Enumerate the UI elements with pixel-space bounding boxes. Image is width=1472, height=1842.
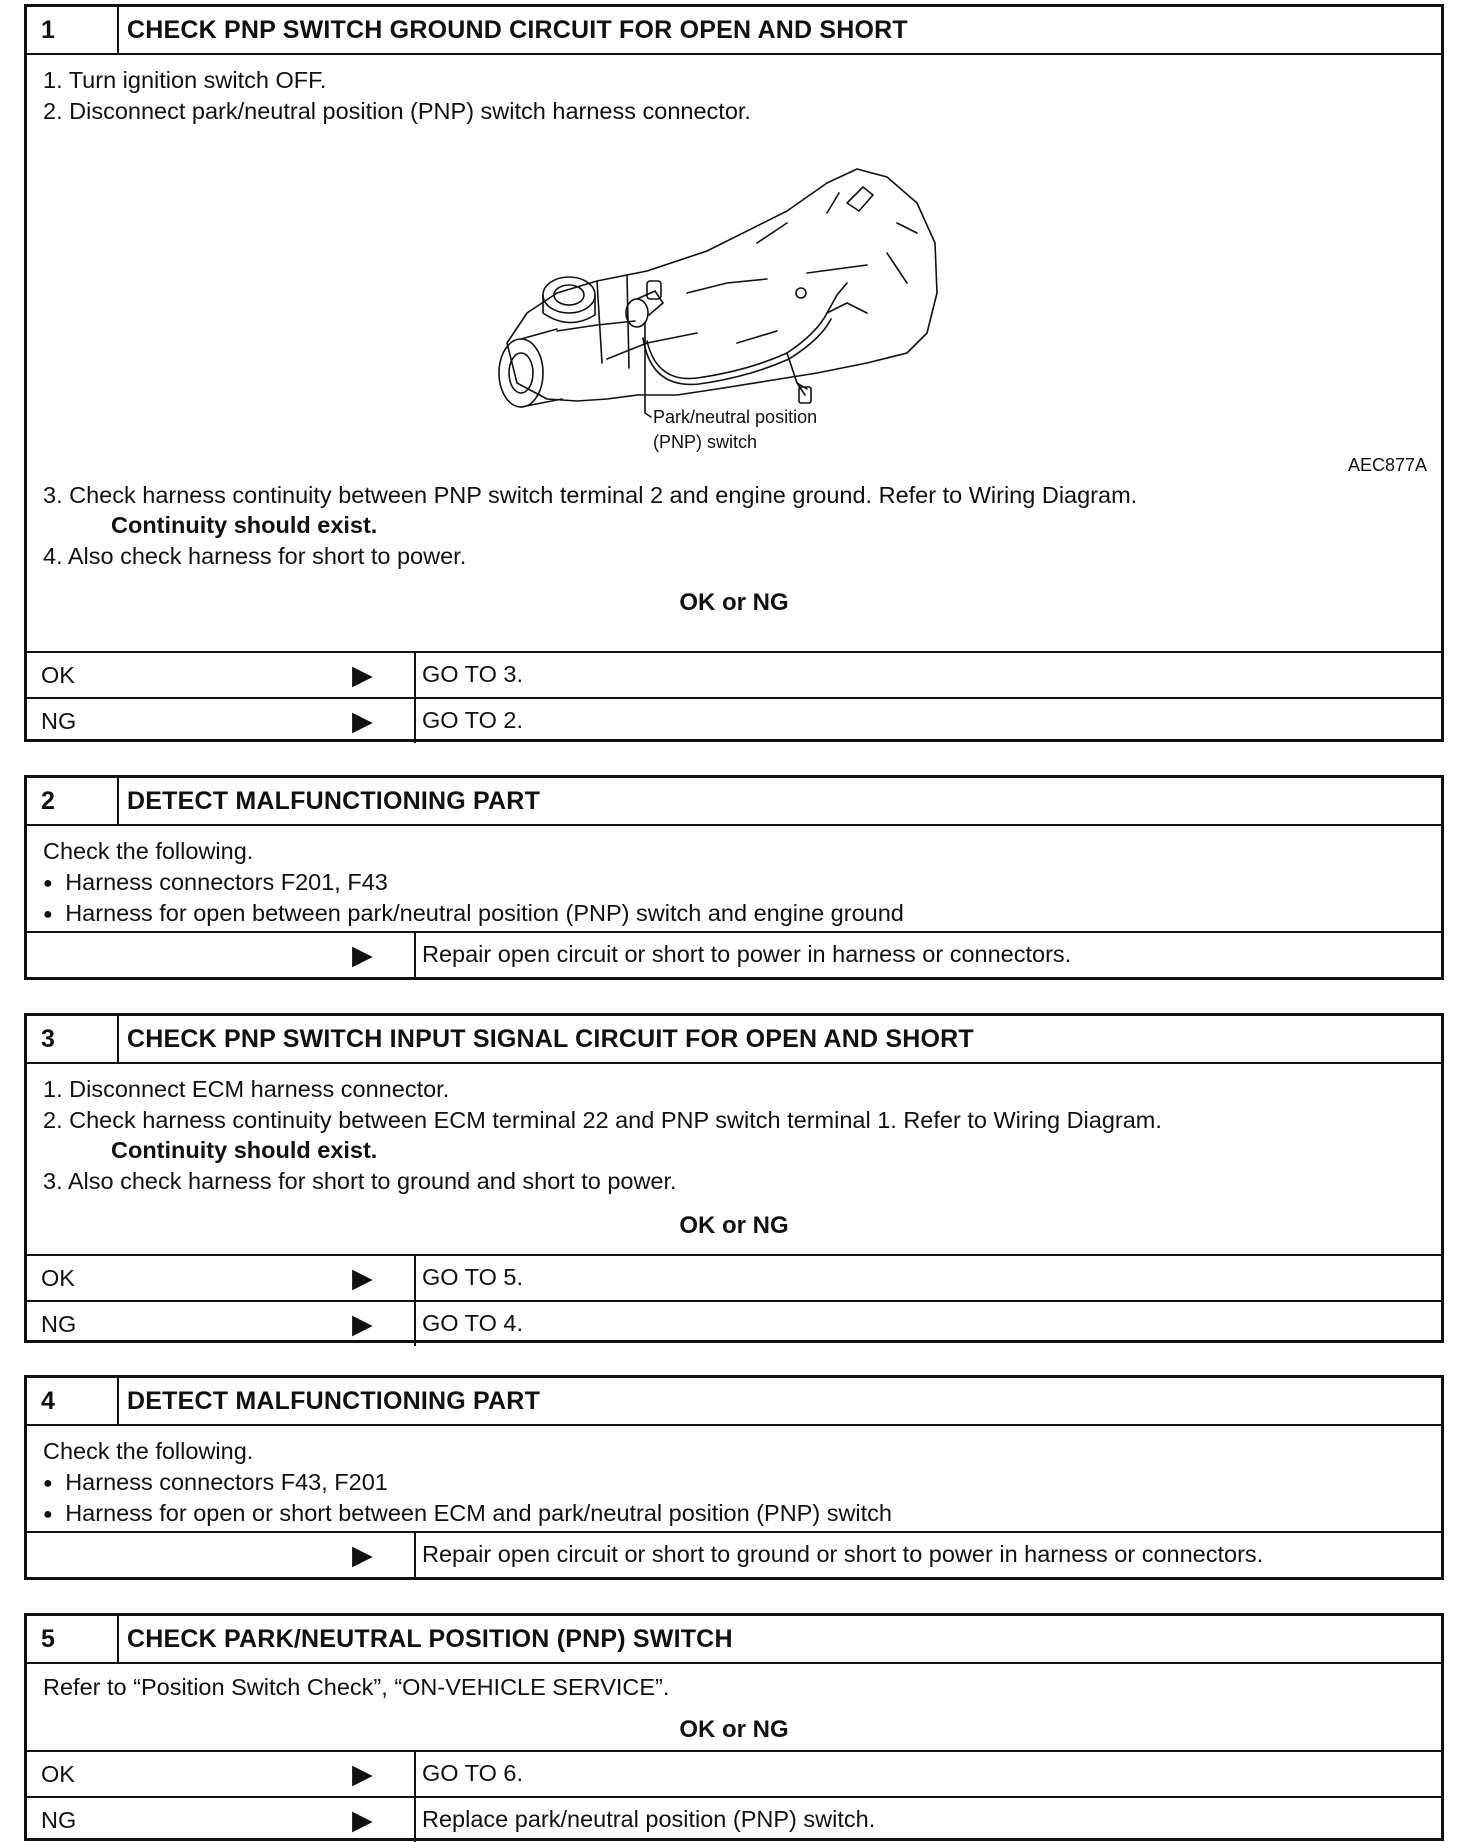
step-number: 1 <box>27 7 119 53</box>
result-row <box>27 1254 1441 1300</box>
step-body <box>27 1426 1441 1531</box>
bullet-icon: ● <box>43 1506 53 1523</box>
step-body <box>27 1664 1441 1750</box>
result-action: Replace park/neutral position (PNP) switch. <box>414 1798 875 1842</box>
result-label: NG <box>41 1311 77 1337</box>
result-label: OK <box>41 1761 75 1787</box>
result-action: Repair open circuit or short to power in harness or connectors. <box>414 933 1071 977</box>
result-row <box>27 1300 1441 1346</box>
step-header <box>27 1016 1441 1064</box>
figure-callout-line-1: Park/neutral position <box>653 407 818 427</box>
arrow-right-icon: ▶ <box>352 706 373 736</box>
result-label: OK <box>41 662 75 688</box>
result-row <box>27 1531 1441 1577</box>
instruction-line: Check the following. <box>43 1438 254 1464</box>
step-title: DETECT MALFUNCTIONING PART <box>127 1387 541 1415</box>
result-action: GO TO 2. <box>414 699 523 743</box>
arrow-right-icon: ▶ <box>352 940 373 970</box>
result-row <box>27 697 1441 743</box>
arrow-right-icon: ▶ <box>352 1805 373 1835</box>
step-1-block <box>24 4 1444 742</box>
result-row <box>27 1750 1441 1796</box>
step-4-block <box>24 1375 1444 1580</box>
result-action: GO TO 5. <box>414 1256 523 1300</box>
step-header <box>27 1378 1441 1426</box>
spec-line: Continuity should exist. <box>111 512 378 538</box>
arrow-right-icon: ▶ <box>352 1263 373 1293</box>
step-title: DETECT MALFUNCTIONING PART <box>127 787 541 815</box>
bullet-text: Harness for open or short between ECM and park/neutral position (PNP) switch <box>65 1500 893 1526</box>
step-header <box>27 7 1441 55</box>
result-action: GO TO 3. <box>414 653 523 697</box>
step-number: 5 <box>27 1616 119 1662</box>
result-action: GO TO 6. <box>414 1752 523 1796</box>
step-body <box>27 826 1441 931</box>
instruction-line: 1. Disconnect ECM harness connector. <box>43 1076 450 1102</box>
instruction-line: 1. Turn ignition switch OFF. <box>43 67 327 93</box>
result-row <box>27 931 1441 977</box>
step-3-block <box>24 1013 1444 1343</box>
step-body <box>27 1064 1441 1254</box>
instruction-line: 2. Check harness continuity between ECM terminal 22 and PNP switch terminal 1. Refer to Wiring Diagram. <box>43 1107 1162 1133</box>
ok-or-ng-label: OK or NG <box>679 1716 789 1743</box>
bullet-text: Harness for open between park/neutral position (PNP) switch and engine ground <box>65 900 904 926</box>
instruction-line: 3. Also check harness for short to ground and short to power. <box>43 1168 677 1194</box>
bullet-item <box>43 900 904 927</box>
step-header <box>27 778 1441 826</box>
step-body <box>27 55 1441 651</box>
bullet-icon: ● <box>43 875 53 892</box>
bullet-text: Harness connectors F201, F43 <box>65 869 388 895</box>
result-label: OK <box>41 1265 75 1291</box>
bullet-item <box>43 869 388 896</box>
arrow-right-icon: ▶ <box>352 1540 373 1570</box>
spec-line: Continuity should exist. <box>111 1137 378 1163</box>
step-number: 2 <box>27 778 119 824</box>
instruction-line: Refer to “Position Switch Check”, “ON-VEHICLE SERVICE”. <box>43 1674 670 1700</box>
step-number: 4 <box>27 1378 119 1424</box>
instruction-line: 3. Check harness continuity between PNP switch terminal 2 and engine ground. Refer to Wiring Diagram. <box>43 482 1138 508</box>
arrow-right-icon: ▶ <box>352 660 373 690</box>
result-action: GO TO 4. <box>414 1302 523 1346</box>
bullet-text: Harness connectors F43, F201 <box>65 1469 388 1495</box>
result-row <box>27 1796 1441 1842</box>
ok-or-ng-label: OK or NG <box>679 1212 789 1239</box>
step-2-block <box>24 775 1444 980</box>
bullet-icon: ● <box>43 1475 53 1492</box>
instruction-line: 2. Disconnect park/neutral position (PNP) switch harness connector. <box>43 98 751 124</box>
step-title: CHECK PNP SWITCH INPUT SIGNAL CIRCUIT FOR OPEN AND SHORT <box>127 1025 974 1053</box>
bullet-item <box>43 1500 892 1527</box>
instruction-line: Check the following. <box>43 838 254 864</box>
bullet-icon: ● <box>43 906 53 923</box>
instruction-line: 4. Also check harness for short to power. <box>43 543 467 569</box>
figure-code: AEC877A <box>1347 455 1427 475</box>
step-5-block <box>24 1613 1444 1841</box>
step-title: CHECK PARK/NEUTRAL POSITION (PNP) SWITCH <box>127 1625 733 1653</box>
arrow-right-icon: ▶ <box>352 1309 373 1339</box>
result-label: NG <box>41 708 77 734</box>
arrow-right-icon: ▶ <box>352 1759 373 1789</box>
figure-callout-line-2: (PNP) switch <box>653 432 758 452</box>
step-number: 3 <box>27 1016 119 1062</box>
bullet-item <box>43 1469 388 1496</box>
result-action: Repair open circuit or short to ground or short to power in harness or connectors. <box>414 1533 1263 1577</box>
transmission-illustration <box>487 163 1007 423</box>
result-label: NG <box>41 1807 77 1833</box>
step-title: CHECK PNP SWITCH GROUND CIRCUIT FOR OPEN AND SHORT <box>127 16 908 44</box>
ok-or-ng-label: OK or NG <box>679 589 789 616</box>
step-header <box>27 1616 1441 1664</box>
result-row <box>27 651 1441 697</box>
